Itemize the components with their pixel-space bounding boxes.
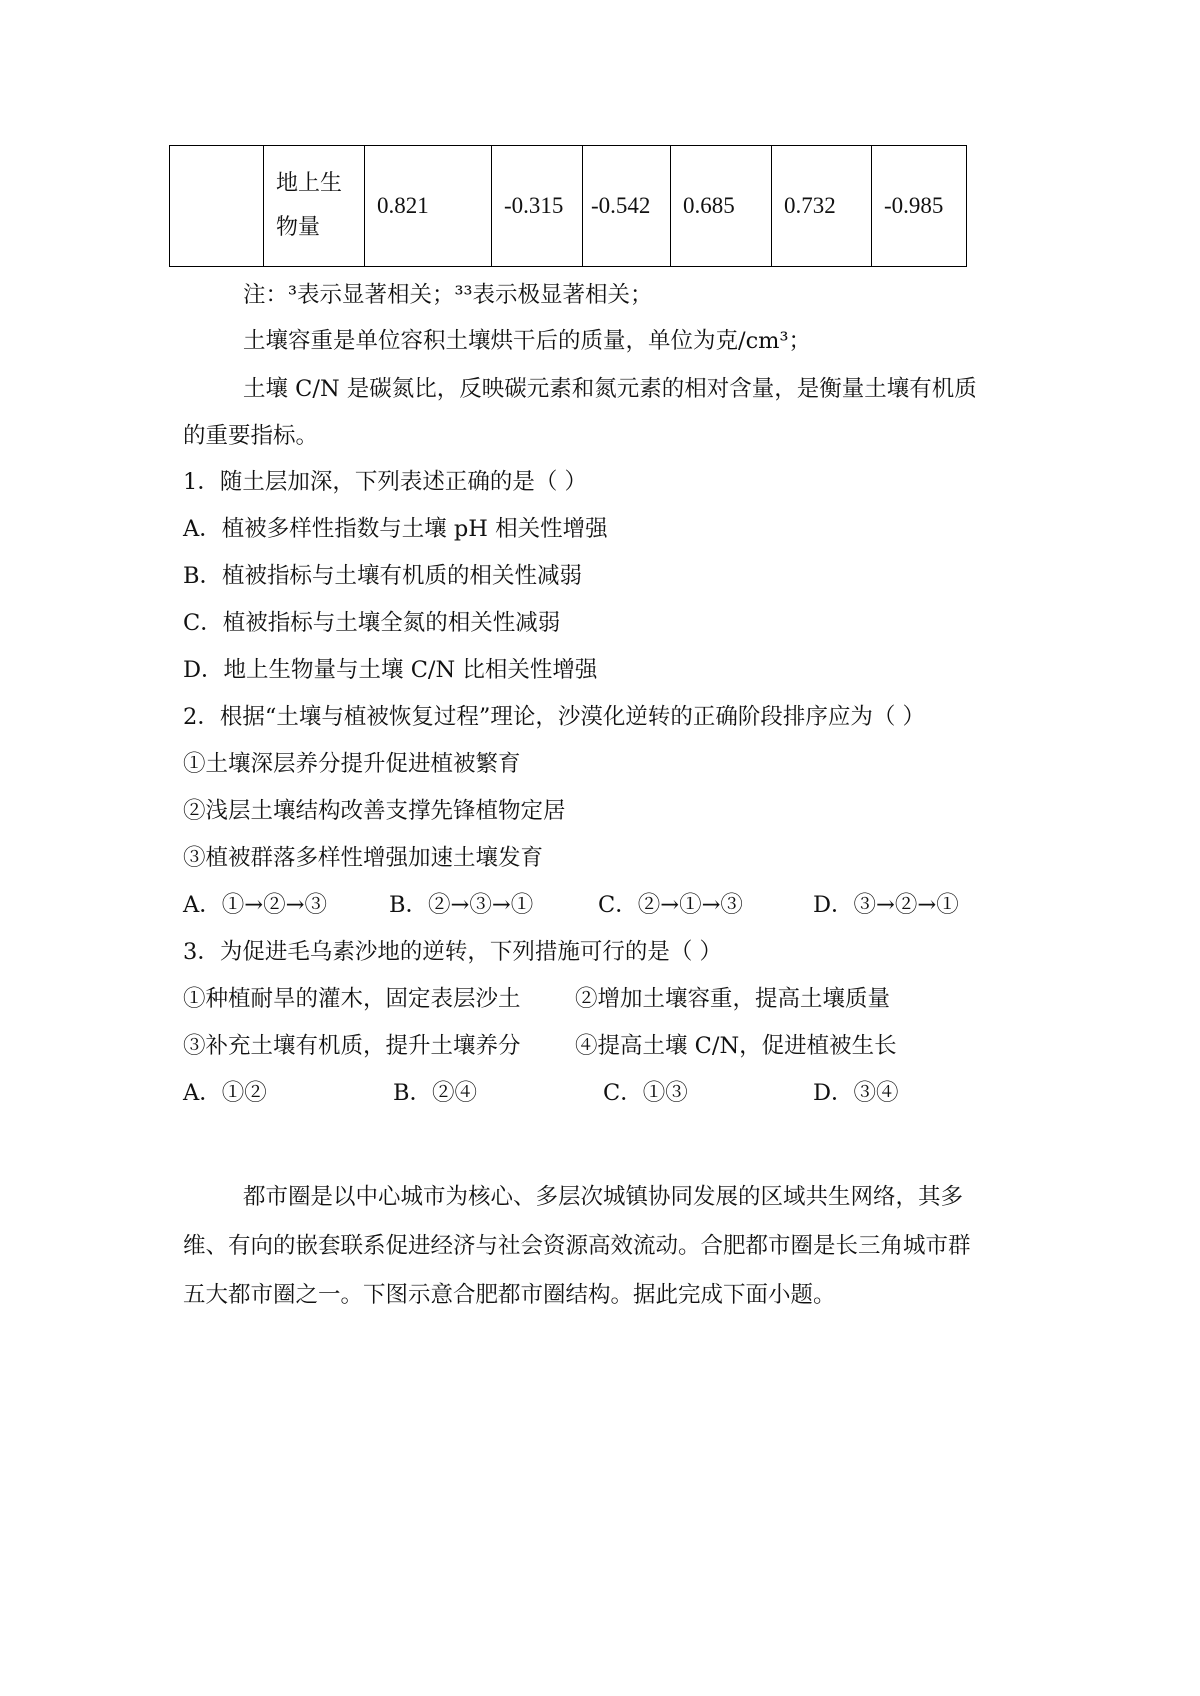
question-3-option-a: A．①② bbox=[183, 1080, 267, 1106]
passage-line-1: 都市圈是以中心城市为核心、多层次城镇协同发展的区域共生网络，其多 bbox=[243, 1184, 964, 1210]
table-value-cell: 0.732 bbox=[772, 146, 872, 267]
question-2-option-a: A．①→②→③ bbox=[183, 892, 327, 918]
table-value-cell: -0.315 bbox=[492, 146, 583, 267]
row-label-line: 物量 bbox=[276, 215, 321, 240]
table-empty-cell bbox=[170, 146, 264, 267]
passage-line-2: 维、有向的嵌套联系促进经济与社会资源高效流动。合肥都市圈是长三角城市群 bbox=[183, 1233, 971, 1259]
table-value-cell: -0.985 bbox=[872, 146, 967, 267]
question-2-option-b: B．②→③→① bbox=[389, 892, 534, 918]
question-3-item-2: ②增加土壤容重，提高土壤质量 bbox=[575, 986, 891, 1012]
question-3-item-3: ③补充土壤有机质，提升土壤养分 bbox=[183, 1033, 521, 1059]
question-2-item-2: ②浅层土壤结构改善支撑先锋植物定居 bbox=[183, 798, 566, 824]
note-bulk-density: 土壤容重是单位容积土壤烘干后的质量，单位为克/cm³； bbox=[243, 328, 812, 354]
question-1-option-d: D．地上生物量与土壤 C/N 比相关性增强 bbox=[183, 657, 598, 683]
table-value-cell: 0.685 bbox=[671, 146, 772, 267]
table-row bbox=[170, 146, 967, 267]
question-2-stem: 2．根据“土壤与植被恢复过程”理论，沙漠化逆转的正确阶段排序应为（ ） bbox=[183, 704, 925, 730]
row-label-cell bbox=[264, 146, 365, 267]
question-2-item-1: ①土壤深层养分提升促进植被繁育 bbox=[183, 751, 521, 777]
question-3-stem: 3．为促进毛乌素沙地的逆转，下列措施可行的是（ ） bbox=[183, 939, 722, 965]
row-label-line: 地上生 bbox=[276, 171, 343, 196]
table-value-cell: -0.542 bbox=[583, 146, 671, 267]
question-2-option-d: D．③→②→① bbox=[813, 892, 959, 918]
question-1-option-b: B．植被指标与土壤有机质的相关性减弱 bbox=[183, 563, 583, 589]
question-2-item-3: ③植被群落多样性增强加速土壤发育 bbox=[183, 845, 544, 871]
question-3-option-b: B．②④ bbox=[393, 1080, 478, 1106]
note-cn-ratio: 土壤 C/N 是碳氮比，反映碳元素和氮元素的相对含量，是衡量土壤有机质 bbox=[243, 376, 977, 402]
passage-line-3: 五大都市圈之一。下图示意合肥都市圈结构。据此完成下面小题。 bbox=[183, 1282, 836, 1308]
question-1-option-c: C．植被指标与土壤全氮的相关性减弱 bbox=[183, 610, 561, 636]
data-table bbox=[169, 145, 967, 267]
question-1-option-a: A．植被多样性指数与土壤 pH 相关性增强 bbox=[183, 516, 608, 542]
question-1-stem: 1．随土层加深，下列表述正确的是（ ） bbox=[183, 469, 587, 495]
question-3-option-c: C．①③ bbox=[603, 1080, 688, 1106]
note-significance: 注：³表示显著相关；³³表示极显著相关； bbox=[243, 282, 653, 308]
question-3-item-4: ④提高土壤 C/N，促进植被生长 bbox=[575, 1033, 897, 1059]
question-3-option-d: D．③④ bbox=[813, 1080, 899, 1106]
note-cn-ratio-cont: 的重要指标。 bbox=[183, 423, 319, 449]
question-3-item-1: ①种植耐旱的灌木，固定表层沙土 bbox=[183, 986, 521, 1012]
table-value-cell: 0.821 bbox=[365, 146, 492, 267]
question-2-option-c: C．②→①→③ bbox=[598, 892, 743, 918]
